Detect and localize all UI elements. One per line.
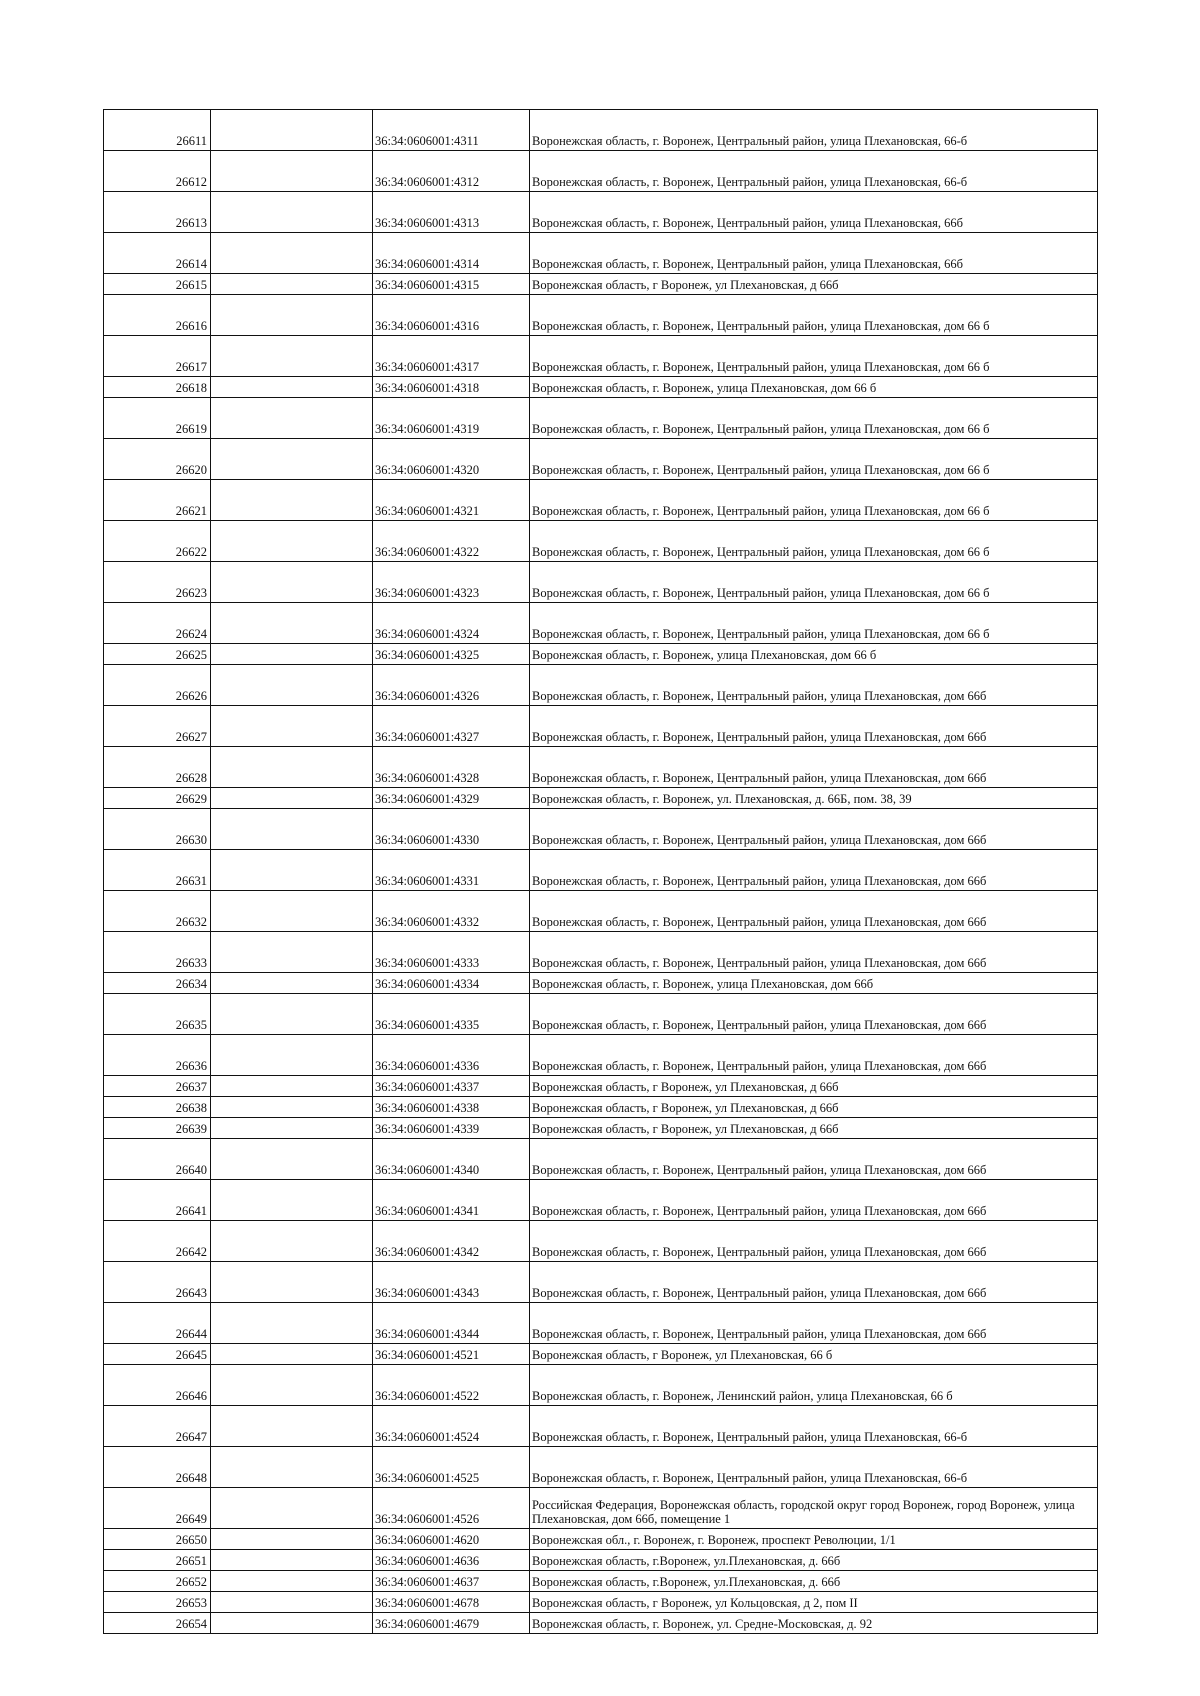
row-number: 26615: [104, 274, 211, 295]
row-code: [211, 1592, 373, 1613]
cadastral-number: 36:34:0606001:4620: [373, 1529, 530, 1550]
cadastral-number: 36:34:0606001:4323: [373, 562, 530, 603]
table-row: [104, 1076, 1098, 1097]
table-row: [104, 1592, 1098, 1613]
row-number: 26628: [104, 747, 211, 788]
row-number: 26644: [104, 1303, 211, 1344]
row-number: 26619: [104, 398, 211, 439]
address: Воронежская область, г. Воронеж, Центральный район, улица Плехановская, дом 66б: [530, 994, 1098, 1035]
table-row: [104, 274, 1098, 295]
table-row: [104, 973, 1098, 994]
address: Воронежская область, г. Воронеж, Центральный район, улица Плехановская, дом 66б: [530, 850, 1098, 891]
row-number: 26632: [104, 891, 211, 932]
address: Воронежская область, г. Воронеж, Центральный район, улица Плехановская, дом 66 б: [530, 521, 1098, 562]
row-code: [211, 377, 373, 398]
address: Воронежская область, г. Воронеж, улица Плехановская, дом 66 б: [530, 377, 1098, 398]
address: Воронежская область, г. Воронеж, Центральный район, улица Плехановская, дом 66б: [530, 1035, 1098, 1076]
row-code: [211, 1076, 373, 1097]
cadastral-number: 36:34:0606001:4322: [373, 521, 530, 562]
row-number: 26635: [104, 994, 211, 1035]
address: Воронежская область, г. Воронеж, Центральный район, улица Плехановская, 66-б: [530, 110, 1098, 151]
table-row: [104, 1035, 1098, 1076]
row-code: [211, 1180, 373, 1221]
cadastral-number: 36:34:0606001:4521: [373, 1344, 530, 1365]
row-code: [211, 1406, 373, 1447]
row-code: [211, 809, 373, 850]
cadastral-number: 36:34:0606001:4637: [373, 1571, 530, 1592]
address: Воронежская область, г Воронеж, ул Плехановская, 66 б: [530, 1344, 1098, 1365]
address: Воронежская область, г. Воронеж, Центральный район, улица Плехановская, дом 66б: [530, 891, 1098, 932]
table-row: [104, 747, 1098, 788]
row-number: 26630: [104, 809, 211, 850]
row-number: 26611: [104, 110, 211, 151]
row-number: 26631: [104, 850, 211, 891]
address: Воронежская область, г. Воронеж, Центральный район, улица Плехановская, дом 66 б: [530, 439, 1098, 480]
cadastral-number: 36:34:0606001:4331: [373, 850, 530, 891]
address: Воронежская область, г.Воронеж, ул.Плехановская, д. 66б: [530, 1571, 1098, 1592]
row-number: 26618: [104, 377, 211, 398]
cadastral-number: 36:34:0606001:4522: [373, 1365, 530, 1406]
row-code: [211, 1613, 373, 1634]
cadastral-number: 36:34:0606001:4319: [373, 398, 530, 439]
row-code: [211, 603, 373, 644]
row-number: 26626: [104, 665, 211, 706]
cadastral-number: 36:34:0606001:4679: [373, 1613, 530, 1634]
table-row: [104, 994, 1098, 1035]
cadastral-number: 36:34:0606001:4678: [373, 1592, 530, 1613]
row-code: [211, 994, 373, 1035]
row-number: 26634: [104, 973, 211, 994]
row-code: [211, 192, 373, 233]
table-row: [104, 932, 1098, 973]
row-code: [211, 747, 373, 788]
address: Воронежская область, г. Воронеж, улица Плехановская, дом 66 б: [530, 644, 1098, 665]
row-number: 26639: [104, 1118, 211, 1139]
row-number: 26623: [104, 562, 211, 603]
cadastral-number: 36:34:0606001:4311: [373, 110, 530, 151]
row-number: 26649: [104, 1488, 211, 1529]
cadastral-number: 36:34:0606001:4526: [373, 1488, 530, 1529]
table-row: [104, 336, 1098, 377]
cadastral-number: 36:34:0606001:4325: [373, 644, 530, 665]
table-row: [104, 1344, 1098, 1365]
row-code: [211, 1344, 373, 1365]
row-number: 26627: [104, 706, 211, 747]
cadastral-number: 36:34:0606001:4333: [373, 932, 530, 973]
address: Воронежская область, г. Воронеж, Центральный район, улица Плехановская, дом 66б: [530, 1303, 1098, 1344]
address: Воронежская область, г. Воронеж, Центральный район, улица Плехановская, дом 66 б: [530, 603, 1098, 644]
address: Воронежская область, г. Воронеж, Центральный район, улица Плехановская, дом 66б: [530, 1221, 1098, 1262]
row-number: 26646: [104, 1365, 211, 1406]
address: Воронежская область, г Воронеж, ул Плехановская, д 66б: [530, 1076, 1098, 1097]
cadastral-number: 36:34:0606001:4321: [373, 480, 530, 521]
row-code: [211, 110, 373, 151]
table-row: [104, 1406, 1098, 1447]
row-number: 26633: [104, 932, 211, 973]
row-number: 26637: [104, 1076, 211, 1097]
cadastral-number: 36:34:0606001:4313: [373, 192, 530, 233]
address: Воронежская область, г. Воронеж, Центральный район, улица Плехановская, дом 66 б: [530, 480, 1098, 521]
table-row: [104, 665, 1098, 706]
row-number: 26645: [104, 1344, 211, 1365]
row-number: 26625: [104, 644, 211, 665]
table-row: [104, 521, 1098, 562]
cadastral-number: 36:34:0606001:4314: [373, 233, 530, 274]
table-row: [104, 891, 1098, 932]
table-row: [104, 1180, 1098, 1221]
row-code: [211, 644, 373, 665]
table-row: [104, 850, 1098, 891]
row-code: [211, 1447, 373, 1488]
address: Воронежская область, г. Воронеж, Центральный район, улица Плехановская, 66-б: [530, 1447, 1098, 1488]
row-code: [211, 850, 373, 891]
row-code: [211, 665, 373, 706]
row-code: [211, 233, 373, 274]
table-row: [104, 398, 1098, 439]
cadastral-number: 36:34:0606001:4339: [373, 1118, 530, 1139]
cadastral-number: 36:34:0606001:4334: [373, 973, 530, 994]
registry-table: [103, 109, 1098, 1634]
cadastral-number: 36:34:0606001:4336: [373, 1035, 530, 1076]
row-code: [211, 439, 373, 480]
row-number: 26638: [104, 1097, 211, 1118]
table-row: [104, 151, 1098, 192]
cadastral-number: 36:34:0606001:4337: [373, 1076, 530, 1097]
cadastral-number: 36:34:0606001:4330: [373, 809, 530, 850]
address: Воронежская область, г. Воронеж, ул. Плехановская, д. 66Б, пом. 38, 39: [530, 788, 1098, 809]
address: Воронежская область, г. Воронеж, Центральный район, улица Плехановская, дом 66б: [530, 1139, 1098, 1180]
row-code: [211, 295, 373, 336]
row-number: 26622: [104, 521, 211, 562]
address: Воронежская область, г. Воронеж, Центральный район, улица Плехановская, дом 66б: [530, 809, 1098, 850]
row-number: 26612: [104, 151, 211, 192]
cadastral-number: 36:34:0606001:4326: [373, 665, 530, 706]
row-code: [211, 1571, 373, 1592]
address: Воронежская область, г Воронеж, ул Плехановская, д 66б: [530, 1118, 1098, 1139]
row-code: [211, 1139, 373, 1180]
row-number: 26654: [104, 1613, 211, 1634]
row-code: [211, 788, 373, 809]
address: Российская Федерация, Воронежская область, городской округ город Воронеж, город Воронеж, улица Плехановская, дом 66б, помещение 1: [530, 1488, 1098, 1529]
row-code: [211, 706, 373, 747]
registry-table-body: [104, 110, 1098, 1634]
table-row: [104, 439, 1098, 480]
address: Воронежская область, г. Воронеж, Центральный район, улица Плехановская, 66б: [530, 233, 1098, 274]
row-code: [211, 398, 373, 439]
row-number: 26653: [104, 1592, 211, 1613]
cadastral-number: 36:34:0606001:4525: [373, 1447, 530, 1488]
table-row: [104, 1221, 1098, 1262]
address: Воронежская область, г. Воронеж, Центральный район, улица Плехановская, 66б: [530, 192, 1098, 233]
cadastral-number: 36:34:0606001:4344: [373, 1303, 530, 1344]
address: Воронежская область, г. Воронеж, Центральный район, улица Плехановская, дом 66 б: [530, 336, 1098, 377]
table-row: [104, 644, 1098, 665]
table-row: [104, 1529, 1098, 1550]
row-number: 26640: [104, 1139, 211, 1180]
row-number: 26624: [104, 603, 211, 644]
row-number: 26613: [104, 192, 211, 233]
table-row: [104, 1139, 1098, 1180]
table-row: [104, 788, 1098, 809]
table-row: [104, 110, 1098, 151]
table-row: [104, 1262, 1098, 1303]
address: Воронежская область, г. Воронеж, Центральный район, улица Плехановская, дом 66б: [530, 665, 1098, 706]
row-number: 26636: [104, 1035, 211, 1076]
row-code: [211, 480, 373, 521]
table-row: [104, 1488, 1098, 1529]
cadastral-number: 36:34:0606001:4329: [373, 788, 530, 809]
address: Воронежская область, г. Воронеж, ул. Средне-Московская, д. 92: [530, 1613, 1098, 1634]
table-row: [104, 809, 1098, 850]
row-code: [211, 151, 373, 192]
row-number: 26629: [104, 788, 211, 809]
row-code: [211, 1303, 373, 1344]
address: Воронежская область, г. Воронеж, Центральный район, улица Плехановская, дом 66б: [530, 1262, 1098, 1303]
cadastral-number: 36:34:0606001:4332: [373, 891, 530, 932]
table-row: [104, 1118, 1098, 1139]
cadastral-number: 36:34:0606001:4318: [373, 377, 530, 398]
address: Воронежская область, г Воронеж, ул Плехановская, д 66б: [530, 1097, 1098, 1118]
address: Воронежская область, г. Воронеж, Центральный район, улица Плехановская, дом 66 б: [530, 398, 1098, 439]
address: Воронежская область, г.Воронеж, ул.Плехановская, д. 66б: [530, 1550, 1098, 1571]
address: Воронежская область, г Воронеж, ул Плехановская, д 66б: [530, 274, 1098, 295]
table-row: [104, 1550, 1098, 1571]
address: Воронежская область, г. Воронеж, Центральный район, улица Плехановская, 66-б: [530, 1406, 1098, 1447]
table-row: [104, 603, 1098, 644]
row-number: 26614: [104, 233, 211, 274]
table-row: [104, 233, 1098, 274]
address: Воронежская область, г. Воронеж, Центральный район, улица Плехановская, дом 66б: [530, 747, 1098, 788]
address: Воронежская область, г Воронеж, ул Кольцовская, д 2, пом II: [530, 1592, 1098, 1613]
address: Воронежская область, г. Воронеж, Центральный район, улица Плехановская, дом 66б: [530, 1180, 1098, 1221]
cadastral-number: 36:34:0606001:4636: [373, 1550, 530, 1571]
row-number: 26643: [104, 1262, 211, 1303]
row-code: [211, 891, 373, 932]
address: Воронежская область, г. Воронеж, улица Плехановская, дом 66б: [530, 973, 1098, 994]
address: Воронежская область, г. Воронеж, Ленинский район, улица Плехановская, 66 б: [530, 1365, 1098, 1406]
row-code: [211, 1365, 373, 1406]
cadastral-number: 36:34:0606001:4324: [373, 603, 530, 644]
row-number: 26616: [104, 295, 211, 336]
cadastral-number: 36:34:0606001:4317: [373, 336, 530, 377]
address: Воронежская область, г. Воронеж, Центральный район, улица Плехановская, дом 66 б: [530, 562, 1098, 603]
table-row: [104, 562, 1098, 603]
table-row: [104, 377, 1098, 398]
row-code: [211, 1529, 373, 1550]
row-code: [211, 1488, 373, 1529]
cadastral-number: 36:34:0606001:4341: [373, 1180, 530, 1221]
cadastral-number: 36:34:0606001:4312: [373, 151, 530, 192]
address: Воронежская обл., г. Воронеж, г. Воронеж, проспект Революции, 1/1: [530, 1529, 1098, 1550]
row-number: 26647: [104, 1406, 211, 1447]
row-number: 26621: [104, 480, 211, 521]
cadastral-number: 36:34:0606001:4315: [373, 274, 530, 295]
cadastral-number: 36:34:0606001:4338: [373, 1097, 530, 1118]
row-number: 26650: [104, 1529, 211, 1550]
cadastral-number: 36:34:0606001:4342: [373, 1221, 530, 1262]
row-number: 26617: [104, 336, 211, 377]
table-row: [104, 192, 1098, 233]
row-code: [211, 932, 373, 973]
cadastral-number: 36:34:0606001:4316: [373, 295, 530, 336]
row-code: [211, 1262, 373, 1303]
cadastral-number: 36:34:0606001:4343: [373, 1262, 530, 1303]
address: Воронежская область, г. Воронеж, Центральный район, улица Плехановская, 66-б: [530, 151, 1098, 192]
cadastral-number: 36:34:0606001:4327: [373, 706, 530, 747]
cadastral-number: 36:34:0606001:4328: [373, 747, 530, 788]
table-row: [104, 295, 1098, 336]
row-number: 26652: [104, 1571, 211, 1592]
row-code: [211, 1550, 373, 1571]
row-code: [211, 973, 373, 994]
address: Воронежская область, г. Воронеж, Центральный район, улица Плехановская, дом 66б: [530, 932, 1098, 973]
table-row: [104, 1303, 1098, 1344]
table-row: [104, 1365, 1098, 1406]
address: Воронежская область, г. Воронеж, Центральный район, улица Плехановская, дом 66 б: [530, 295, 1098, 336]
table-row: [104, 480, 1098, 521]
row-number: 26641: [104, 1180, 211, 1221]
row-number: 26620: [104, 439, 211, 480]
table-row: [104, 706, 1098, 747]
table-row: [104, 1571, 1098, 1592]
row-code: [211, 521, 373, 562]
row-code: [211, 562, 373, 603]
cadastral-number: 36:34:0606001:4320: [373, 439, 530, 480]
row-code: [211, 274, 373, 295]
cadastral-number: 36:34:0606001:4340: [373, 1139, 530, 1180]
row-code: [211, 1035, 373, 1076]
row-code: [211, 1097, 373, 1118]
row-number: 26642: [104, 1221, 211, 1262]
row-number: 26651: [104, 1550, 211, 1571]
row-code: [211, 336, 373, 377]
row-number: 26648: [104, 1447, 211, 1488]
row-code: [211, 1221, 373, 1262]
table-row: [104, 1613, 1098, 1634]
row-code: [211, 1118, 373, 1139]
table-row: [104, 1097, 1098, 1118]
cadastral-number: 36:34:0606001:4335: [373, 994, 530, 1035]
address: Воронежская область, г. Воронеж, Центральный район, улица Плехановская, дом 66б: [530, 706, 1098, 747]
table-row: [104, 1447, 1098, 1488]
cadastral-number: 36:34:0606001:4524: [373, 1406, 530, 1447]
